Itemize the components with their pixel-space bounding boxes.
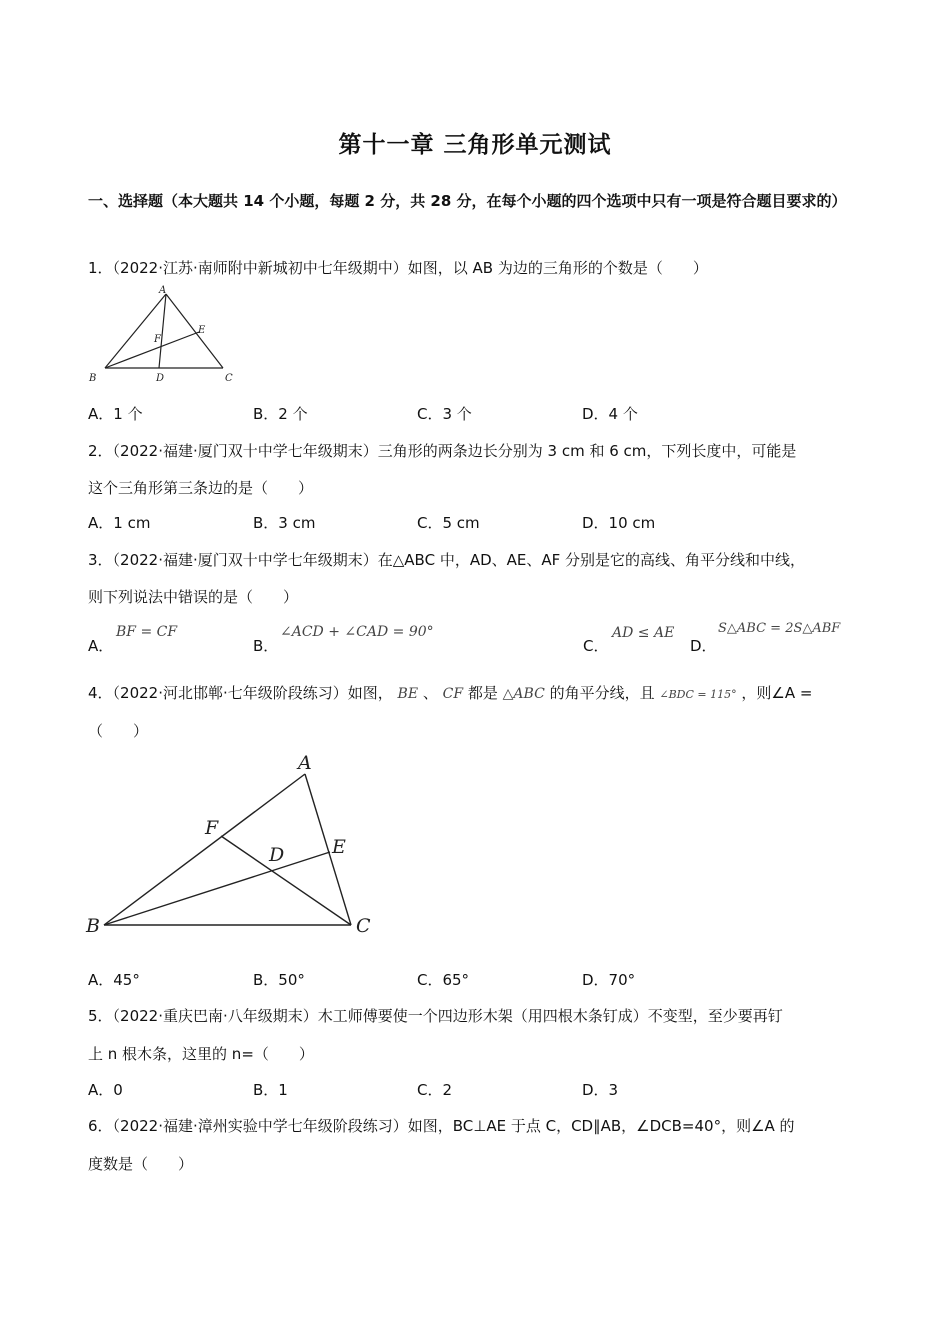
q2-stem-line1: 2．（2022·福建·厦门双十中学七年级期末）三角形的两条边长分别为 3 cm 和 6 cm，下列长度中，可能是	[88, 442, 797, 460]
q4-stem-angle: ∠BDC = 115°	[659, 688, 737, 701]
q5-option-d: D．3	[582, 1081, 619, 1099]
q3-option-b-letter: B．	[253, 637, 279, 655]
q4-stem-line2: （ ）	[88, 722, 149, 740]
q1-label-c: C	[225, 373, 233, 384]
q1-label-b: B	[89, 373, 97, 384]
q2-option-b: B．3 cm	[253, 514, 316, 532]
section-heading: 一、选择题（本大题共 14 个小题，每题 2 分，共 28 分，在每个小题的四个选项中只有一项是符合题目要求的）	[88, 192, 847, 210]
q2-option-d: D．10 cm	[582, 514, 656, 532]
q3-option-a-letter: A．	[88, 637, 114, 655]
q1-option-a: A．1 个	[88, 405, 143, 423]
q2-stem-line2: 这个三角形第三条边的是（ ）	[88, 479, 314, 497]
q1-figure	[86, 284, 246, 388]
q4-stem-cf: CF	[442, 686, 464, 702]
q3-option-c-math: AD ≤ AE	[612, 625, 675, 641]
q4-label-a: A	[298, 752, 312, 774]
q3-option-d-math: S△ABC = 2S△ABF	[718, 621, 841, 636]
q4-label-f: F	[205, 817, 219, 839]
q4-option-c: C．65°	[417, 971, 470, 989]
q3-option-b-math: ∠ACD + ∠CAD = 90°	[280, 624, 434, 640]
q1-option-d: D．4 个	[582, 405, 638, 423]
q1-label-d: D	[156, 373, 165, 384]
q1-label-f: F	[154, 334, 161, 345]
q5-option-b: B．1	[253, 1081, 288, 1099]
q4-label-b: B	[86, 915, 100, 937]
q3-option-d-letter: D．	[690, 637, 717, 655]
q6-stem-line1: 6．（2022·福建·漳州实验中学七年级阶段练习）如图，BC⊥AE 于点 C，CD∥AB，∠DCB=40°，则∠A 的	[88, 1117, 795, 1135]
q1-stem: 1．（2022·江苏·南师附中新城初中七年级期中）如图，以 AB 为边的三角形的个数是（ ）	[88, 259, 708, 277]
q4-stem-line1	[88, 682, 812, 703]
q3-stem-line2: 则下列说法中错误的是（ ）	[88, 588, 299, 606]
q2-option-c: C．5 cm	[417, 514, 480, 532]
q4-label-d: D	[269, 844, 285, 866]
q6-stem-line2: 度数是（ ）	[88, 1155, 194, 1173]
q4-label-e: E	[332, 836, 346, 858]
q4-stem-abc: △ABC	[502, 686, 545, 702]
q4-stem-sep: 、	[422, 684, 438, 702]
q4-stem-end: ，则∠A =	[741, 684, 813, 702]
q4-label-c: C	[356, 915, 371, 937]
q4-option-b: B．50°	[253, 971, 305, 989]
q2-option-a: A．1 cm	[88, 514, 151, 532]
q1-side-ac	[166, 294, 223, 368]
q4-stem-part1: 4．（2022·河北邯郸·七年级阶段练习）如图，	[88, 684, 393, 702]
q1-option-c: C．3 个	[417, 405, 472, 423]
q5-stem-line1: 5．（2022·重庆巴南·八年级期末）木工师傅要使一个四边形木架（用四根木条钉成）不变型，至少要再钉	[88, 1007, 783, 1025]
q5-stem-line2: 上 n 根木条，这里的 n=（ ）	[88, 1045, 314, 1063]
q1-label-a: A	[159, 285, 167, 296]
page-title: 第十一章 三角形单元测试	[338, 132, 612, 158]
q1-segment-ad	[159, 294, 166, 368]
q4-stem-mid: 都是	[467, 684, 498, 702]
q4-stem-be: BE	[397, 686, 419, 702]
q4-stem-mid2: 的角平分线，且	[549, 684, 655, 702]
q4-bisector-be	[104, 852, 330, 925]
q4-figure	[84, 748, 384, 944]
q3-option-a-math: BF = CF	[116, 624, 178, 640]
q4-option-d: D．70°	[582, 971, 636, 989]
q4-option-a: A．45°	[88, 971, 140, 989]
q1-label-e: E	[198, 325, 206, 336]
q3-stem-line1: 3．（2022·福建·厦门双十中学七年级期末）在△ABC 中，AD、AE、AF 分别是它的高线、角平分线和中线，	[88, 551, 806, 569]
q1-option-b: B．2 个	[253, 405, 308, 423]
q5-option-c: C．2	[417, 1081, 453, 1099]
q5-option-a: A．0	[88, 1081, 123, 1099]
q3-option-c-letter: C．	[583, 637, 609, 655]
